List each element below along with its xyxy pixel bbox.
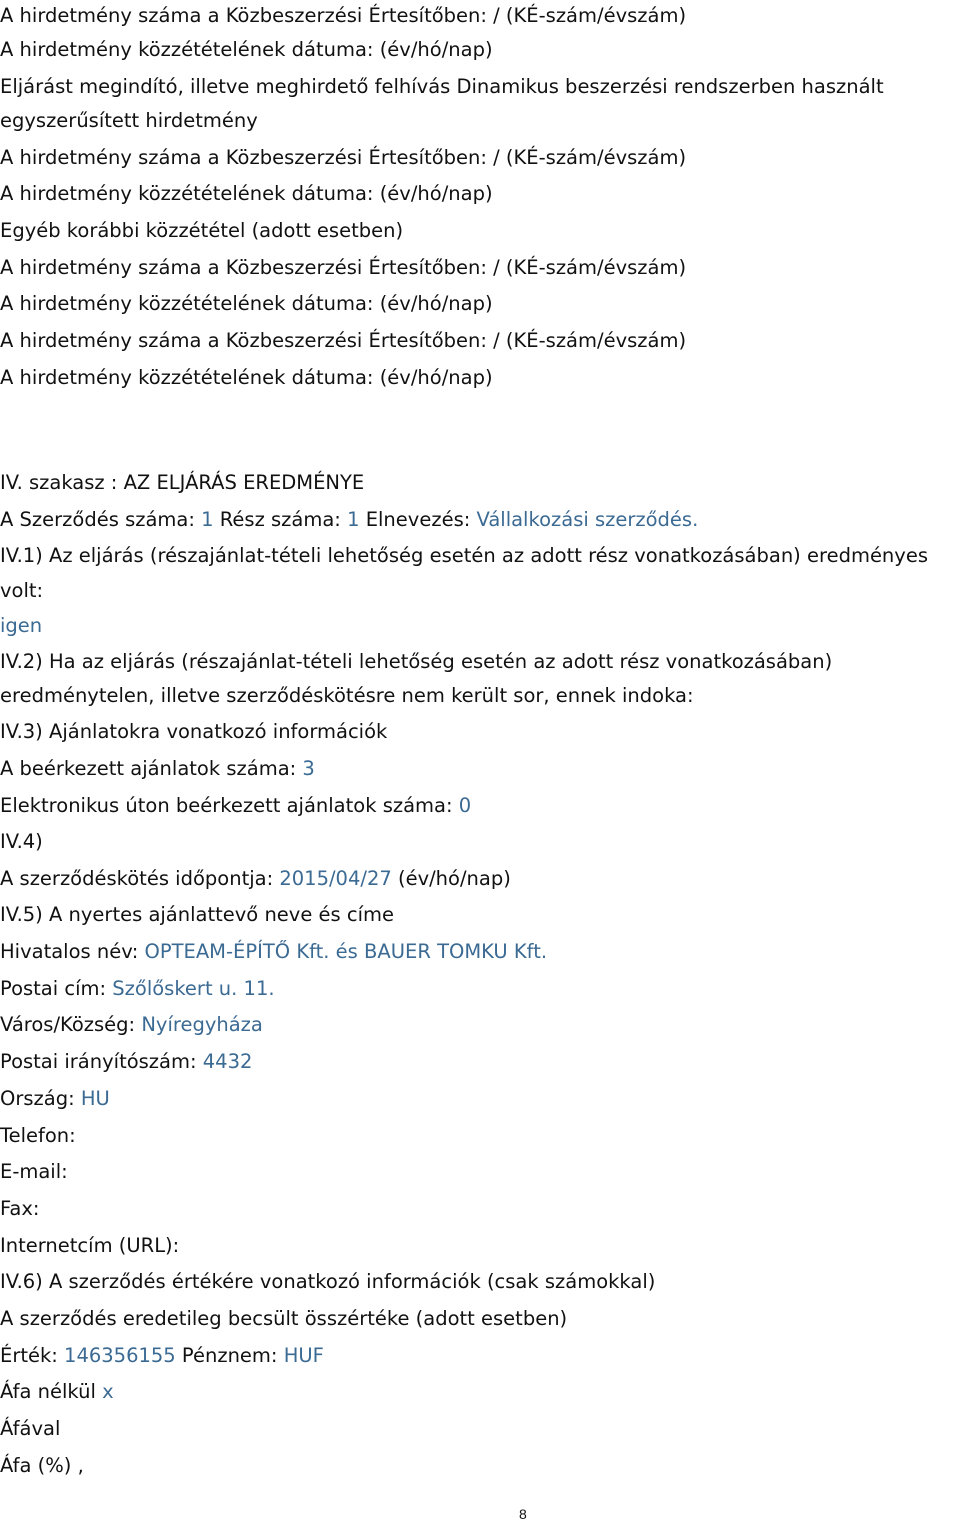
notice-number-line: A hirdetmény száma a Közbeszerzési Értesítőben: / (KÉ-szám/évszám) [0,329,687,352]
net-of-vat-label: Áfa nélkül [0,1380,103,1403]
country-label: Ország: [0,1087,81,1110]
section-heading: IV. szakasz : AZ ELJÁRÁS EREDMÉNYE [0,471,365,494]
email-label: E-mail: [0,1160,68,1183]
country-value: HU [80,1087,110,1110]
official-name-value: OPTEAM-ÉPÍTŐ Kft. és BAUER TOMKU Kft. [144,940,548,963]
value-line [0,1344,324,1368]
iv1-question-cont: volt: [0,579,44,602]
contract-date-format: (év/hó/nap) [391,867,511,890]
net-of-vat-line [0,1380,114,1404]
postal-code-label: Postai irányítószám: [0,1050,203,1073]
notice-number-line: A hirdetmény száma a Közbeszerzési Értesítőben: / (KÉ-szám/évszám) [0,146,687,169]
notice-date-line: A hirdetmény közzétételének dátuma: (év/hó/nap) [0,182,493,205]
other-publication-line: Egyéb korábbi közzététel (adott esetben) [0,219,404,242]
iv3-heading: IV.3) Ajánlatokra vonatkozó információk [0,720,388,743]
contract-date-label: A szerződéskötés időpontja: [0,867,280,890]
currency-value: HUF [283,1344,324,1367]
iv1-answer: igen [0,614,43,637]
iv2-question: IV.2) Ha az eljárás (részajánlat-tételi lehetőség esetén az adott rész vonatkozásában) [0,650,833,673]
received-offers-value: 3 [302,757,315,780]
contract-date-value: 2015/04/27 [279,867,392,890]
notice-date-line: A hirdetmény közzétételének dátuma: (év/hó/nap) [0,292,493,315]
part-number-label: Rész száma: [213,508,348,531]
electronic-offers-line [0,794,471,818]
electronic-offers-value: 0 [458,794,472,817]
postal-address-value: Szőlőskert u. 11. [112,977,275,1000]
postal-code-line [0,1050,252,1074]
iv2-question-cont: eredménytelen, illetve szerződéskötésre nem került sor, ennek indoka: [0,684,694,707]
received-offers-label: A beérkezett ajánlatok száma: [0,757,303,780]
postal-address-line [0,977,275,1001]
notice-number-line: A hirdetmény száma a Közbeszerzési Értesítőben: / (KÉ-szám/évszám) [0,4,687,27]
postal-code-value: 4432 [202,1050,253,1073]
with-vat-label: Áfával [0,1417,61,1440]
notice-date-line: A hirdetmény közzétételének dátuma: (év/hó/nap) [0,366,493,389]
electronic-offers-label: Elektronikus úton beérkezett ajánlatok száma: [0,794,459,817]
official-name-label: Hivatalos név: [0,940,145,963]
contract-name-value: Vállalkozási szerződés. [476,508,699,531]
contract-number-value: 1 [201,508,214,531]
contract-name-label: Elnevezés: [359,508,477,531]
city-line [0,1013,263,1037]
postal-address-label: Postai cím: [0,977,113,1000]
value-amount: 146356155 [64,1344,176,1367]
iv5-heading: IV.5) A nyertes ajánlattevő neve és címe [0,903,395,926]
estimated-value-label: A szerződés eredetileg becsült összértéke (adott esetben) [0,1307,568,1330]
currency-label: Pénznem: [175,1344,284,1367]
page-number: 8 [519,1506,527,1522]
phone-label: Telefon: [0,1124,76,1147]
iv6-heading: IV.6) A szerződés értékére vonatkozó információk (csak számokkal) [0,1270,656,1293]
contract-date-line [0,867,511,891]
contract-number-label: A Szerződés száma: [0,508,202,531]
value-label: Érték: [0,1344,65,1367]
part-number-value: 1 [347,508,360,531]
net-of-vat-mark: x [102,1380,114,1403]
url-label: Internetcím (URL): [0,1234,180,1257]
received-offers-line [0,757,315,781]
notice-number-line: A hirdetmény száma a Közbeszerzési Értesítőben: / (KÉ-szám/évszám) [0,256,687,279]
official-name-line [0,940,547,964]
iv1-question: IV.1) Az eljárás (részajánlat-tételi lehetőség esetén az adott rész vonatkozásában) eredményes [0,544,928,567]
vat-rate-label: Áfa (%) , [0,1454,84,1477]
fax-label: Fax: [0,1197,40,1220]
city-value: Nyíregyháza [141,1013,263,1036]
contract-line [0,508,698,532]
city-label: Város/Község: [0,1013,142,1036]
prior-notice-type-line-cont: egyszerűsített hirdetmény [0,109,258,132]
prior-notice-type-line: Eljárást megindító, illetve meghirdető felhívás Dinamikus beszerzési rendszerben használt [0,75,884,98]
country-line [0,1087,110,1111]
notice-date-line: A hirdetmény közzétételének dátuma: (év/hó/nap) [0,38,493,61]
iv4-heading: IV.4) [0,830,43,853]
